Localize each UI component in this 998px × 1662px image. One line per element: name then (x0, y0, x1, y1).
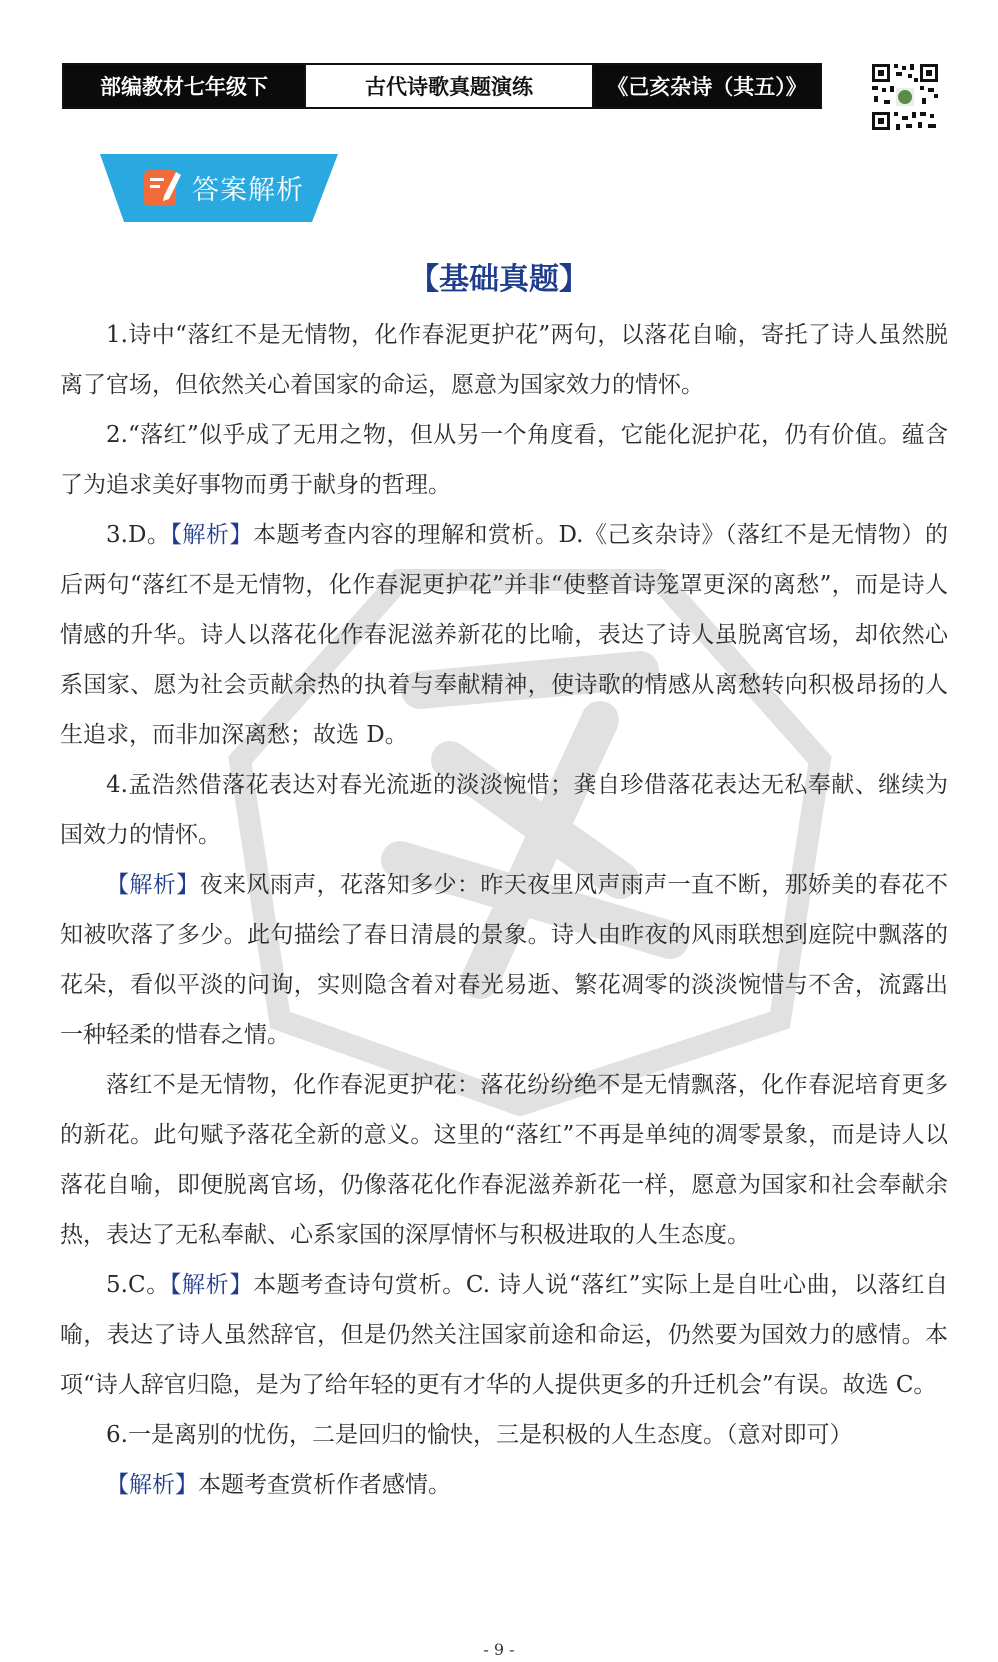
pencil-note-icon (142, 166, 182, 212)
answer-paragraph-6 (60, 1410, 948, 1460)
analysis-tag: 【解析】 (170, 522, 253, 548)
analysis-paragraph-4a (60, 860, 948, 1060)
paragraph-text: 2.“落红”似乎成了无用之物，但从另一个角度看，它能化泥护花，仍有价值。蕴含了为追求美好事物而勇于献身的哲理。 (60, 422, 948, 498)
section-title: 【基础真题】 (409, 262, 589, 297)
paragraph-text: 本题考查内容的理解和赏析。D.《己亥杂诗》（落红不是无情物）的后两句“落红不是无情物，化作春泥更护花”并非“使整首诗笼罩更深的离愁”，而是诗人情感的升华。诗人以落花化作春泥滋养新花的比喻，表达了诗人虽脱离官场，却依然心系国家、愿为社会贡献余热的执着与奉献精神，使诗歌的情感从离愁转向积极昂扬的人生追求，而非加深离愁；故选 D。 (60, 522, 949, 748)
answer-paragraph-3 (60, 510, 948, 760)
analysis-tag: 【解析】 (106, 872, 200, 898)
analysis-tag: 【解析】 (106, 1472, 198, 1498)
paragraph-text: 落红不是无情物，化作春泥更护花：落花纷纷绝不是无情飘落，化作春泥培育更多的新花。此句赋予落花全新的意义。这里的“落红”不再是单纯的凋零景象，而是诗人以落花自喻，即便脱离官场，仍像落花化作春泥滋养新花一样，愿意为国家和社会奉献余热，表达了无私奉献、心系家国的深厚情怀与积极进取的人生态度。 (60, 1072, 948, 1248)
badge-label: 答案解析 (192, 175, 304, 206)
analysis-paragraph-4b (60, 1060, 948, 1260)
answer-paragraph-5 (60, 1260, 948, 1410)
header-bar (62, 63, 822, 109)
paragraph-text: 夜来风雨声，花落知多少：昨天夜里风声雨声一直不断，那娇美的春花不知被吹落了多少。此句描绘了春日清晨的景象。诗人由昨夜的风雨联想到庭院中飘落的花朵，看似平淡的问询，实则隐含着对春光易逝、繁花凋零的淡淡惋惜与不舍，流露出一种轻柔的惜春之情。 (60, 872, 949, 1048)
answer-paragraph-2 (60, 410, 948, 510)
paragraph-text: 本题考查赏析作者感情。 (198, 1472, 451, 1498)
paragraph-text: 1.诗中“落红不是无情物，化作春泥更护花”两句，以落花自喻，寄托了诗人虽然脱离了官场，但依然关心着国家的命运，愿意为国家效力的情怀。 (60, 322, 948, 398)
paragraph-text: 本题考查诗句赏析。C. 诗人说“落红”实际上是自吐心曲，以落红自喻，表达了诗人虽然辞官，但是仍然关注国家前途和命运，仍然要为国效力的感情。本项“诗人辞官归隐，是为了给年轻的更有才华的人提供更多的升迁机会”有误。故选 C。 (60, 1272, 948, 1398)
header-grade-label: 部编教材七年级下 (64, 65, 304, 107)
analysis-tag: 【解析】 (169, 1272, 253, 1298)
answer-choice: 3.D。 (106, 522, 171, 548)
qr-code-icon (870, 62, 940, 132)
paragraph-text: 4.孟浩然借落花表达对春光流逝的淡淡惋惜；龚自珍借落花表达无私奉献、继续为国效力的情怀。 (60, 772, 948, 848)
header-topic-label: 古代诗歌真题演练 (304, 65, 594, 107)
answer-analysis-badge (100, 154, 350, 222)
answer-content (60, 310, 948, 1510)
paragraph-text: 6.一是离别的忧伤，二是回归的愉快，三是积极的人生态度。（意对即可） (106, 1422, 853, 1448)
answer-paragraph-1 (60, 310, 948, 410)
page-number: - 9 - (483, 1640, 515, 1659)
answer-choice: 5.C。 (106, 1272, 170, 1298)
answer-paragraph-4 (60, 760, 948, 860)
analysis-paragraph-6 (60, 1460, 948, 1510)
header-poem-title: 《己亥杂诗（其五）》 (594, 65, 820, 107)
